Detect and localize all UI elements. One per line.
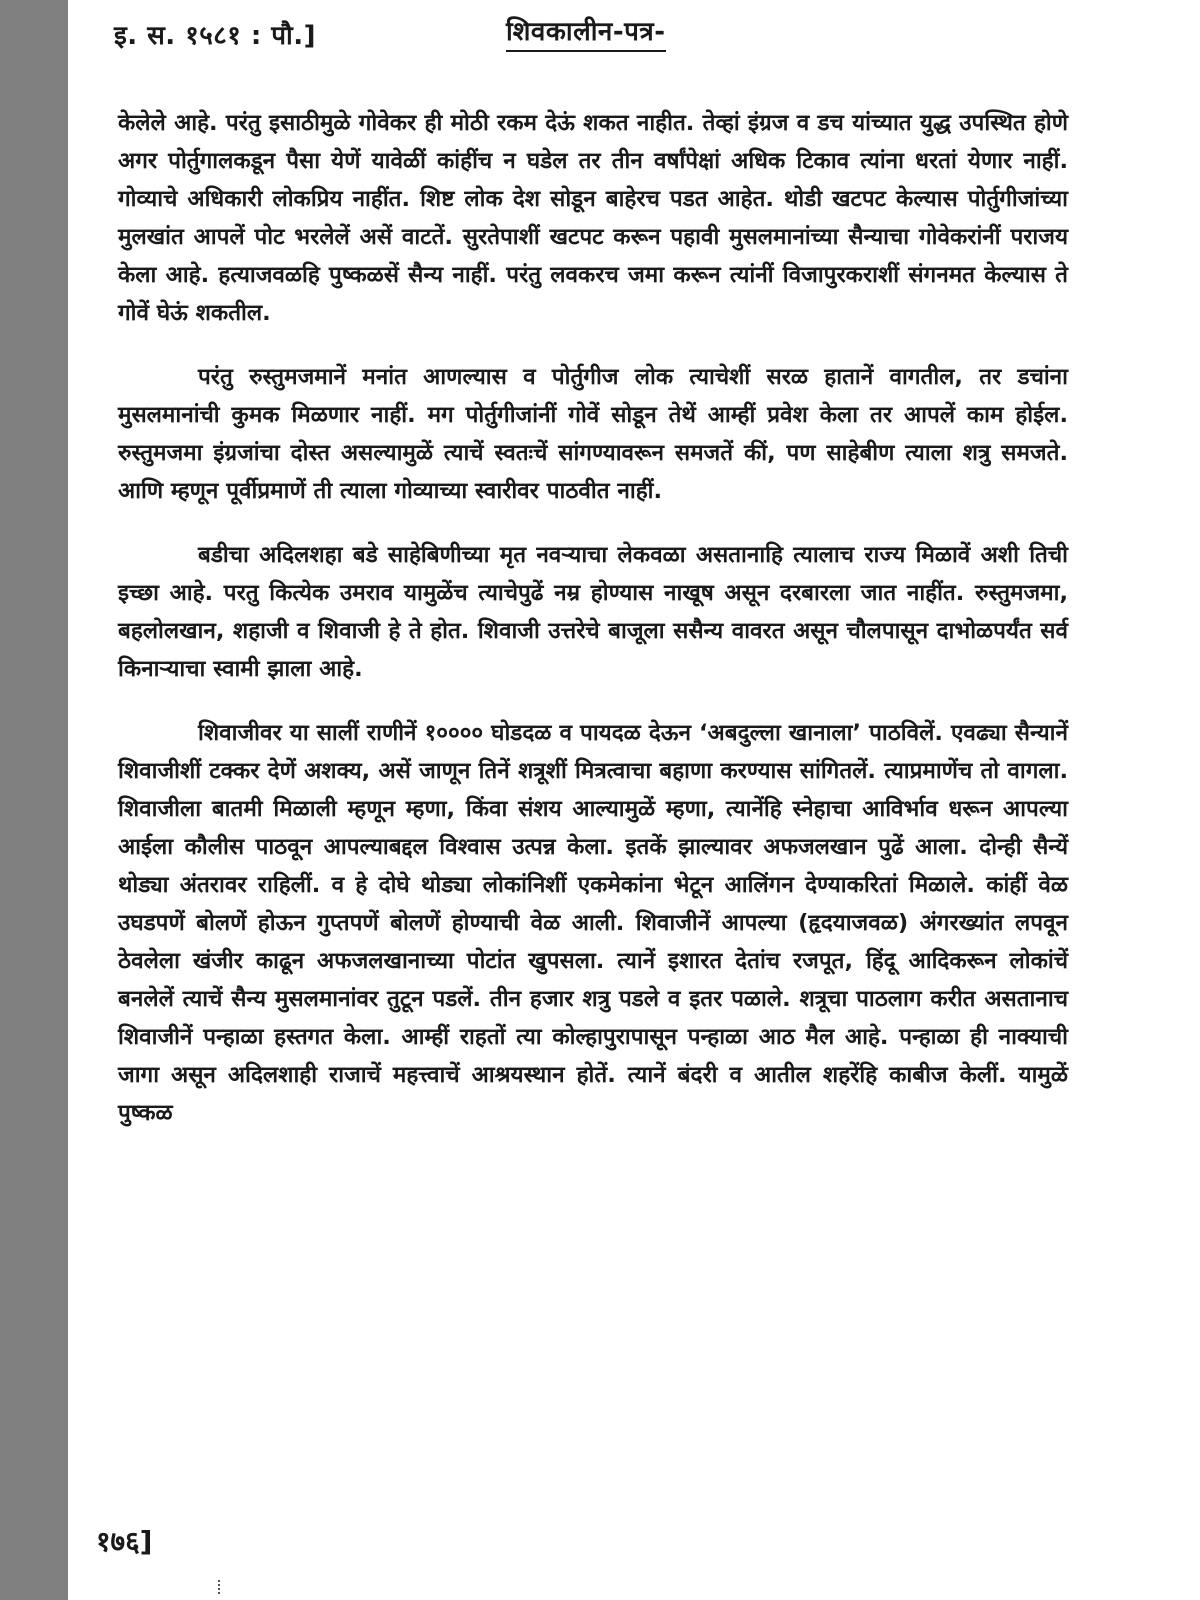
- bottom-mark: [218, 1580, 224, 1594]
- paragraph-4: शिवाजीवर या सालीं राणीनें १०००० घोडदळ व पायदळ देऊन ‘अबदुल्ला खानाला’ पाठविलें. एवढ्या सैन्यानें शिवाजीशीं टक्कर देणें अशक्य, असें जाणून तिनें शत्रूशीं मित्रत्वाचा बहाणा करण्यास सांगितलें. त्याप्रमाणेंच तो वागला. शिवाजीला बातमी मिळाली म्हणून म्हणा, किंवा संशय आल्यामुळें म्हणा, त्यानेंहि स्नेहाचा आविर्भाव धरून आपल्या आईला कौलीस पाठवून आपल्याबद्दल विश्वास उत्पन्न केला. इतकें झाल्यावर अफजलखान पुढें आला. दोन्ही सैन्यें थोड्या अंतरावर राहिलीं. व हे दोघे थोड्या लोकांनिशीं एकमेकांना भेटून आलिंगन देण्याकरितां मिळाले. कांहीं वेळ उघडपणें बोलणें होऊन गुप्तपणें बोलणें होण्याची वेळ आली. शिवाजीनें आपल्या (हृदयाजवळ) अंगरख्यांत लपवून ठेवलेला खंजीर काढून अफजलखानाच्या पोटांत खुपसला. त्यानें इशारत देतांच रजपूत, हिंदू आदिकरून लोकांचें बनलेलें त्याचें सैन्य मुसलमानांवर तुटून पडलें. तीन हजार शत्रु पडले व इतर पळाले. शत्रूचा पाठलाग करीत असतानाच शिवाजीनें पन्हाळा हस्तगत केला. आम्हीं राहतों त्या कोल्हापुरापासून पन्हाळा आठ मैल आहे. पन्हाळा ही नाक्याची जागा असून अदिलशाही राजाचें महत्त्वाचें आश्रयस्थान होतें. त्यानें बंदरी व आतील शहरेंहि काबीज केलीं. यामुळें पुष्कळ: [118, 720, 1068, 1126]
- paragraph-2: परंतु रुस्तुमजमानें मनांत आणल्यास व पोर्तुगीज लोक त्याचेशीं सरळ हातानें वागतील, तर डचांना मुसलमानांची कुमक मिळणार नाहीं. मग पोर्तुगीजांनीं गोवें सोडून तेथें आम्हीं प्रवेश केला तर आपलें काम होईल. रुस्तुमजमा इंग्रजांचा दोस्त असल्यामुळें त्याचें स्वतःचें सांगण्यावरून समजतें कीं, पण साहेबीण त्याला शत्रु समजते. आणि म्हणून पूर्वीप्रमाणें ती त्याला गोव्याच्या स्वारीवर पाठवीत नाहीं.: [118, 364, 1068, 504]
- viewer-left-margin: [0, 0, 68, 1600]
- header-title: शिवकालीन-पत्र-: [506, 12, 666, 52]
- page-body: [118, 104, 1068, 1158]
- paragraph-3: बडीचा अदिलशहा बडे साहेबिणीच्या मृत नवऱ्याचा लेकवळा असतानाहि त्यालाच राज्य मिळावें अशी तिची इच्छा आहे. परतु कित्येक उमराव यामुळेंच त्याचेपुढें नम्र होण्यास नाखूष असून दरबारला जात नाहींत. रुस्तुमजमा, बहलोलखान, शहाजी व शिवाजी हे ते होत. शिवाजी उत्तरेचे बाजूला ससैन्य वावरत असून चौलपासून दाभोळपर्यंत सर्व किनाऱ्याचा स्वामी झाला आहे.: [118, 542, 1068, 682]
- scanned-page: [68, 0, 1200, 1600]
- page-number: १७६]: [96, 1525, 153, 1558]
- running-header: [114, 12, 1160, 52]
- paragraph-1: केलेले आहे. परंतु इसाठीमुळे गोवेकर ही मोठी रकम देऊं शकत नाहीत. तेव्हां इंग्रज व डच यांच्यात युद्ध उपस्थित होणे अगर पोर्तुगालकडून पैसा येणें यावेळीं कांहींच न घडेल तर तीन वर्षांपेक्षां अधिक टिकाव त्यांना धरतां येणार नाहीं. गोव्याचे अधिकारी लोकप्रिय नाहींत. शिष्ट लोक देश सोडून बाहेरच पडत आहेत. थोडी खटपट केल्यास पोर्तुगीजांच्या मुलखांत आपलें पोट भरलेलें असें वाटतें. सुरतेपाशीं खटपट करून पहावी मुसलमानांच्या सैन्याचा गोवेकरांनीं पराजय केला आहे. हत्याजवळहि पुष्कळसें सैन्य नाहीं. परंतु लवकरच जमा करून त्यांनीं विजापुरकराशीं संगनमत केल्यास ते गोवें घेऊं शकतील.: [118, 110, 1068, 326]
- header-date-reference: इ. स. १५८१ : पौ.]: [114, 21, 317, 51]
